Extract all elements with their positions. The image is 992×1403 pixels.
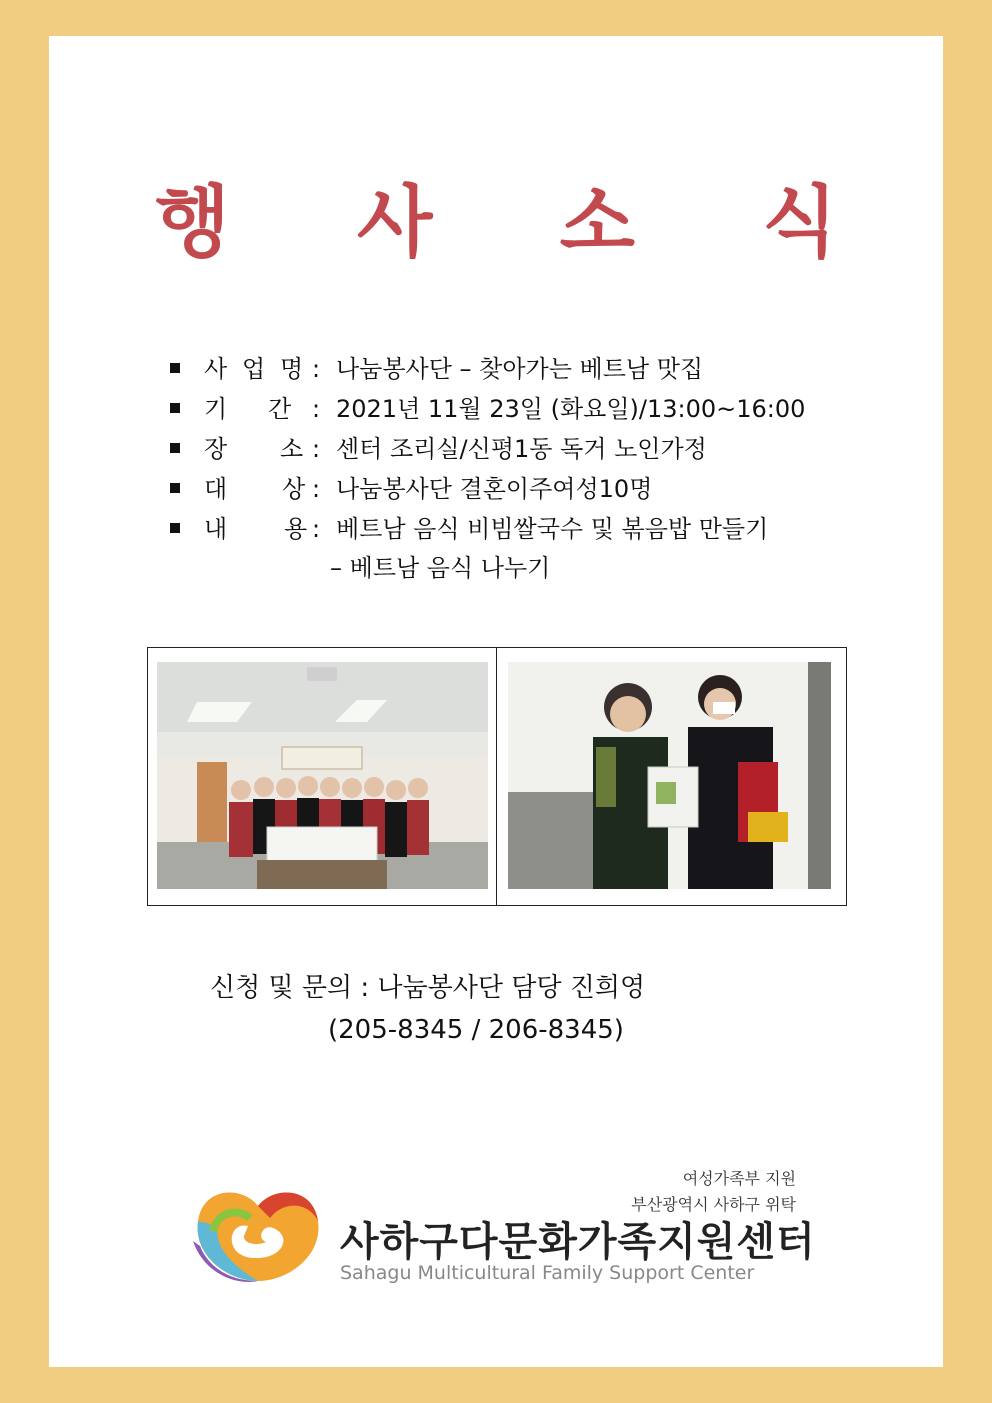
photo-table <box>147 647 847 906</box>
org-name-english: Sahagu Multicultural Family Support Center <box>340 1262 755 1284</box>
photo-divider <box>496 648 497 905</box>
support-line-1: 여성가족부 지원 <box>682 1169 796 1188</box>
contact-line: 신청 및 문의 : 나눔봉사단 담당 진희영 <box>210 973 646 1003</box>
page-title: 행 사 소 식 <box>154 178 888 268</box>
detail-value: 센터 조리실/신평1동 독거 노인가정 <box>336 435 707 463</box>
square-bullet-icon <box>170 363 180 373</box>
detail-value: 나눔봉사단 – 찾아가는 베트남 맛집 <box>336 355 704 383</box>
org-name-korean: 사하구다문화가족지원센터 <box>340 1219 816 1265</box>
detail-value: 베트남 음식 비빔쌀국수 및 볶음밥 만들기 <box>336 515 769 543</box>
square-bullet-icon <box>170 483 180 493</box>
photo-volunteers-group <box>157 662 488 889</box>
contact-phone: (205-8345 / 206-8345) <box>328 1015 624 1045</box>
square-bullet-icon <box>170 443 180 453</box>
support-line-2: 부산광역시 사하구 위탁 <box>631 1195 796 1214</box>
center-logo-icon <box>188 1186 328 1286</box>
detail-value: 나눔봉사단 결혼이주여성10명 <box>336 475 653 503</box>
content-continuation: – 베트남 음식 나누기 <box>330 554 551 582</box>
detail-value: 2021년 11월 23일 (화요일)/13:00~16:00 <box>336 395 806 423</box>
photo-food-delivery <box>508 662 831 889</box>
square-bullet-icon <box>170 523 180 533</box>
square-bullet-icon <box>170 403 180 413</box>
